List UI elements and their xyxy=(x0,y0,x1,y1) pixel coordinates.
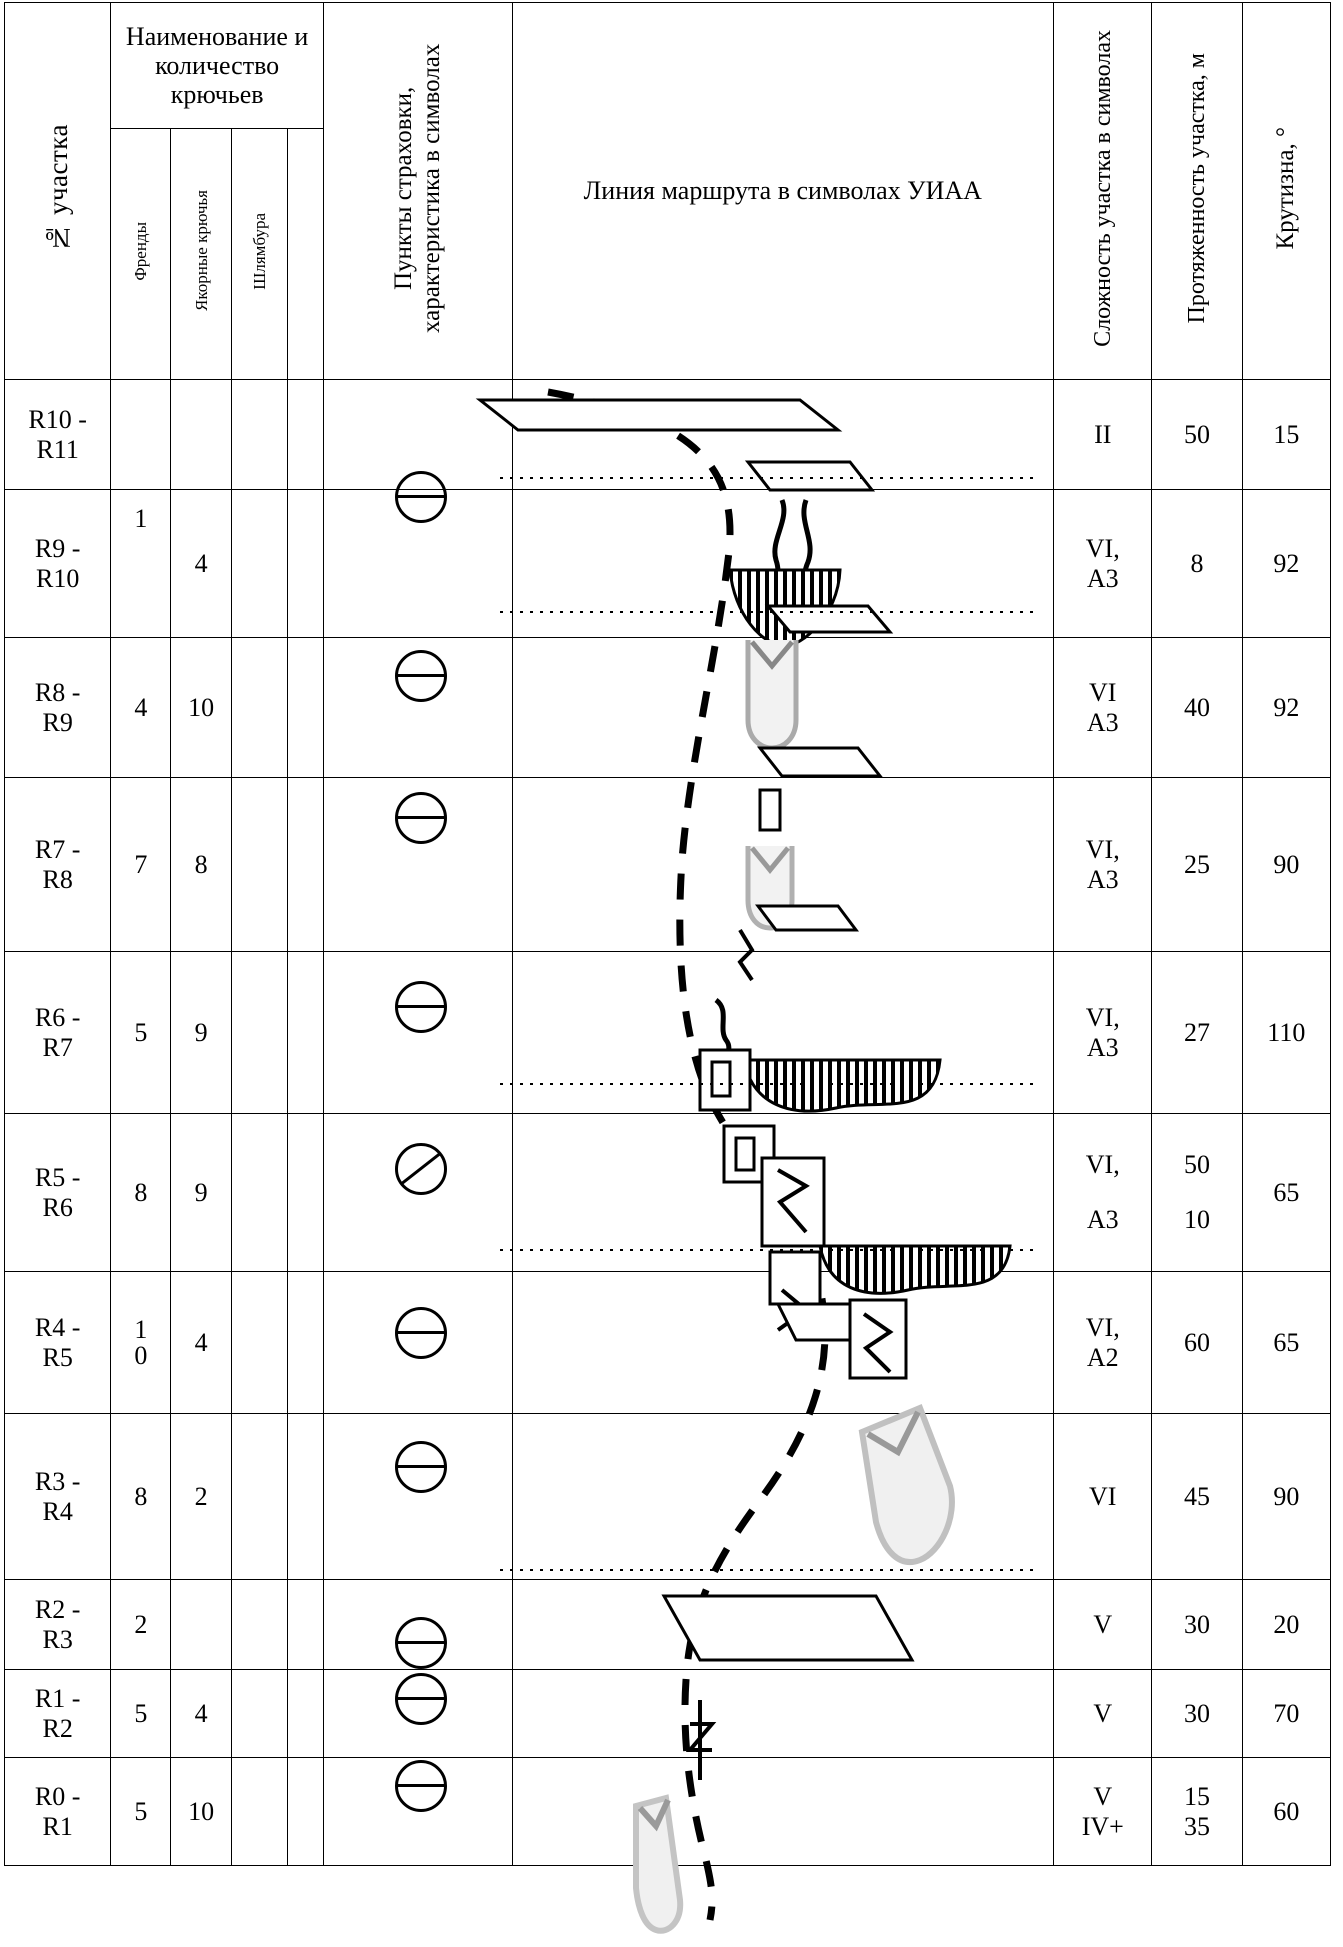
cell-length: 45 xyxy=(1152,1414,1242,1580)
table-row xyxy=(5,380,1331,490)
cell-steepness: 92 xyxy=(1242,490,1330,638)
table-row xyxy=(5,1580,1331,1670)
cell-difficulty: VI, A3 xyxy=(1054,1114,1152,1272)
cell-length: 30 xyxy=(1152,1580,1242,1670)
cell-anchors: 4 xyxy=(171,1272,231,1414)
cell-belay xyxy=(323,952,512,1114)
table-row xyxy=(5,778,1331,952)
cell-segment: R10 - R11 xyxy=(5,380,111,490)
cell-difficulty: VI A3 xyxy=(1054,638,1152,778)
cell-segment: R7 - R8 xyxy=(5,778,111,952)
cell-spacer xyxy=(287,952,323,1114)
cell-shlyambur xyxy=(231,638,287,778)
table-row xyxy=(5,952,1331,1114)
cell-steepness: 70 xyxy=(1242,1670,1330,1758)
cell-difficulty: V xyxy=(1054,1670,1152,1758)
cell-anchors: 9 xyxy=(171,1114,231,1272)
cell-friends: 8 xyxy=(111,1114,171,1272)
cell-friends: 5 xyxy=(111,952,171,1114)
cell-friends: 5 xyxy=(111,1758,171,1866)
belay-point-icon xyxy=(395,981,447,1033)
cell-spacer xyxy=(287,1758,323,1866)
cell-segment: R4 - R5 xyxy=(5,1272,111,1414)
cell-shlyambur xyxy=(231,952,287,1114)
cell-shlyambur xyxy=(231,1414,287,1580)
header-friends: Френды xyxy=(111,129,171,380)
cell-friends: 7 xyxy=(111,778,171,952)
cell-spacer xyxy=(287,1114,323,1272)
cell-difficulty: V xyxy=(1054,1580,1152,1670)
cell-steepness: 65 xyxy=(1242,1114,1330,1272)
cell-friends: 5 xyxy=(111,1670,171,1758)
table-row xyxy=(5,1758,1331,1866)
cell-anchors: 8 xyxy=(171,778,231,952)
belay-point-icon xyxy=(395,1760,447,1812)
cell-difficulty: II xyxy=(1054,380,1152,490)
header-belay-points: Пункты страховки, характеристика в символах xyxy=(323,3,512,380)
table-body xyxy=(5,380,1331,1866)
cell-steepness: 90 xyxy=(1242,778,1330,952)
cell-difficulty: VI, A3 xyxy=(1054,490,1152,638)
cell-anchors: 9 xyxy=(171,952,231,1114)
table-row xyxy=(5,490,1331,638)
table-row xyxy=(5,638,1331,778)
cell-difficulty: VI, A2 xyxy=(1054,1272,1152,1414)
header-segment: № участка xyxy=(5,3,111,380)
belay-point-diagonal-icon xyxy=(395,1143,447,1195)
cell-shlyambur xyxy=(231,1758,287,1866)
cell-belay xyxy=(323,1414,512,1580)
cell-segment: R0 - R1 xyxy=(5,1758,111,1866)
cell-length: 30 xyxy=(1152,1670,1242,1758)
cell-segment: R1 - R2 xyxy=(5,1670,111,1758)
cell-segment: R5 - R6 xyxy=(5,1114,111,1272)
cell-difficulty: VI, A3 xyxy=(1054,778,1152,952)
cell-segment: R9 - R10 xyxy=(5,490,111,638)
header-length: Протяженность участка, м xyxy=(1152,3,1242,380)
cell-route-line xyxy=(512,1758,1054,1866)
header-shlyambur: Шлямбура xyxy=(231,129,287,380)
route-table xyxy=(4,2,1331,1866)
cell-shlyambur xyxy=(231,778,287,952)
cell-friends: 1 0 xyxy=(111,1272,171,1414)
cell-anchors: 2 xyxy=(171,1414,231,1580)
cell-length: 8 xyxy=(1152,490,1242,638)
cell-shlyambur xyxy=(231,490,287,638)
cell-friends xyxy=(111,380,171,490)
cell-route-line xyxy=(512,1272,1054,1414)
cell-length: 50 xyxy=(1152,380,1242,490)
cell-length: 25 xyxy=(1152,778,1242,952)
cell-shlyambur xyxy=(231,1670,287,1758)
cell-spacer xyxy=(287,1414,323,1580)
table-row xyxy=(5,1414,1331,1580)
cell-difficulty: VI xyxy=(1054,1414,1152,1580)
table-row xyxy=(5,1114,1331,1272)
belay-point-icon xyxy=(395,792,447,844)
cell-difficulty: V IV+ xyxy=(1054,1758,1152,1866)
belay-point-icon xyxy=(395,1441,447,1493)
cell-steepness: 90 xyxy=(1242,1414,1330,1580)
cell-steepness: 20 xyxy=(1242,1580,1330,1670)
cell-length: 15 35 xyxy=(1152,1758,1242,1866)
cell-spacer xyxy=(287,380,323,490)
cell-anchors: 4 xyxy=(171,1670,231,1758)
cell-spacer xyxy=(287,638,323,778)
cell-friends: 4 xyxy=(111,638,171,778)
cell-route-line xyxy=(512,490,1054,638)
cell-steepness: 65 xyxy=(1242,1272,1330,1414)
belay-point-icon xyxy=(395,1673,447,1725)
cell-route-line xyxy=(512,778,1054,952)
cell-route-line xyxy=(512,638,1054,778)
belay-point-icon xyxy=(395,1617,447,1669)
belay-point-icon xyxy=(395,1307,447,1359)
cell-spacer xyxy=(287,778,323,952)
cell-friends: 1 xyxy=(111,490,171,638)
cell-friends: 8 xyxy=(111,1414,171,1580)
cell-shlyambur xyxy=(231,380,287,490)
cell-route-line xyxy=(512,1670,1054,1758)
header-steepness: Крутизна, ° xyxy=(1242,3,1330,380)
cell-shlyambur xyxy=(231,1114,287,1272)
belay-point-icon xyxy=(395,650,447,702)
cell-route-line xyxy=(512,952,1054,1114)
header-anchor-hooks: Якорные крючья xyxy=(171,129,231,380)
cell-steepness: 92 xyxy=(1242,638,1330,778)
cell-spacer xyxy=(287,1580,323,1670)
cell-spacer xyxy=(287,1670,323,1758)
cell-anchors: 4 xyxy=(171,490,231,638)
cell-length: 27 xyxy=(1152,952,1242,1114)
table-header xyxy=(5,3,1331,380)
header-spacer xyxy=(287,129,323,380)
cell-shlyambur xyxy=(231,1272,287,1414)
cell-friends: 2 xyxy=(111,1580,171,1670)
header-hooks-group: Наименование и количество крючьев xyxy=(111,3,324,129)
cell-spacer xyxy=(287,1272,323,1414)
cell-anchors xyxy=(171,1580,231,1670)
cell-route-line xyxy=(512,380,1054,490)
header-route-line: Линия маршрута в символах УИАА xyxy=(512,3,1054,380)
cell-route-line xyxy=(512,1414,1054,1580)
cell-segment: R6 - R7 xyxy=(5,952,111,1114)
cell-route-line xyxy=(512,1580,1054,1670)
cell-belay xyxy=(323,380,512,490)
table-row xyxy=(5,1272,1331,1414)
cell-anchors xyxy=(171,380,231,490)
cell-segment: R2 - R3 xyxy=(5,1580,111,1670)
cell-length: 50 10 xyxy=(1152,1114,1242,1272)
cell-anchors: 10 xyxy=(171,1758,231,1866)
cell-length: 40 xyxy=(1152,638,1242,778)
cell-steepness: 15 xyxy=(1242,380,1330,490)
cell-route-line xyxy=(512,1114,1054,1272)
cell-steepness: 110 xyxy=(1242,952,1330,1114)
belay-point-icon xyxy=(395,471,447,523)
cell-length: 60 xyxy=(1152,1272,1242,1414)
cell-spacer xyxy=(287,490,323,638)
cell-shlyambur xyxy=(231,1580,287,1670)
cell-steepness: 60 xyxy=(1242,1758,1330,1866)
table-row xyxy=(5,1670,1331,1758)
cell-segment: R3 - R4 xyxy=(5,1414,111,1580)
cell-difficulty: VI, A3 xyxy=(1054,952,1152,1114)
header-difficulty: Сложность участка в символах xyxy=(1054,3,1152,380)
cell-segment: R8 - R9 xyxy=(5,638,111,778)
cell-anchors: 10 xyxy=(171,638,231,778)
